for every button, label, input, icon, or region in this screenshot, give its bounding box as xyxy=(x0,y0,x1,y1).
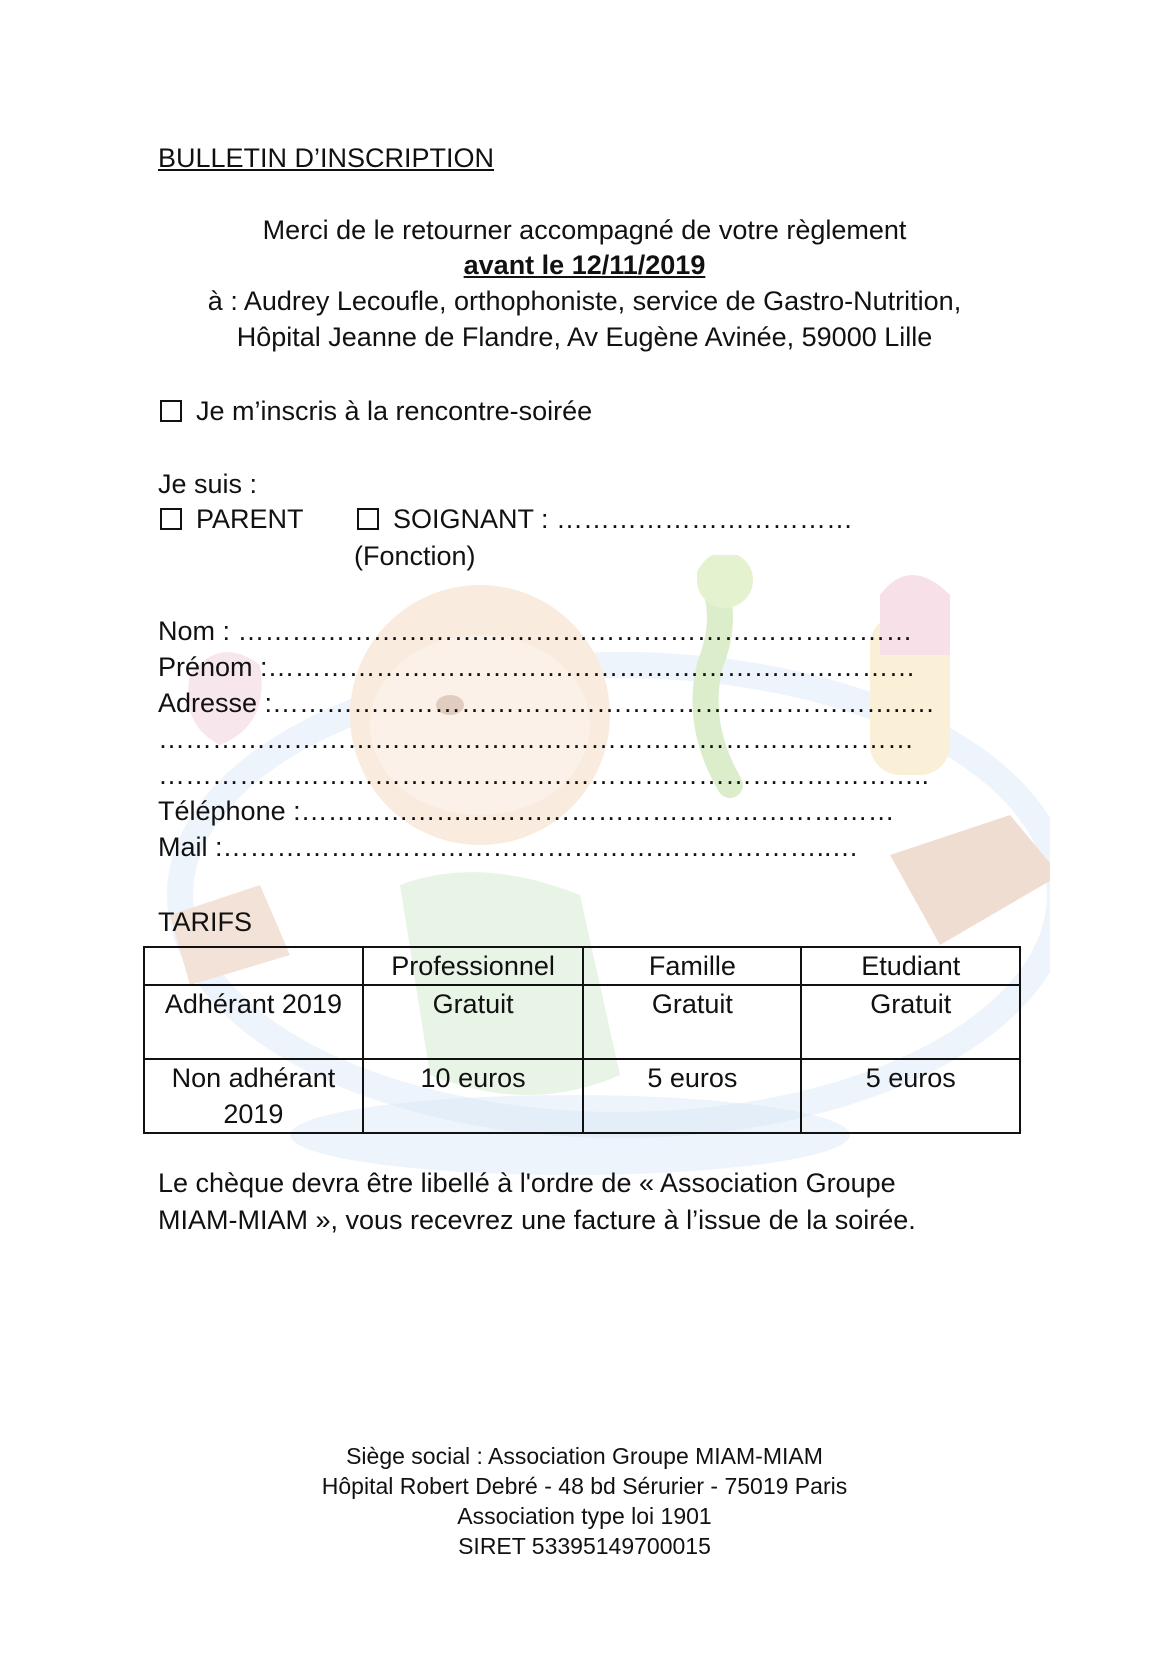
footer-line: Association type loi 1901 xyxy=(457,1503,712,1529)
tarifs-heading: TARIFS xyxy=(158,907,252,937)
table-cell: Non adhérant 2019 xyxy=(144,1059,363,1133)
table-cell: 10 euros xyxy=(363,1059,584,1133)
table-header-row xyxy=(144,947,1020,985)
payment-note-line-1: Le chèque devra être libellé à l'ordre de « Association Groupe xyxy=(158,1168,896,1198)
table-cell: Gratuit xyxy=(583,985,801,1059)
intro-line-4: Hôpital Jeanne de Flandre, Av Eugène Avinée, 59000 Lille xyxy=(236,322,933,352)
je-suis-label: Je suis : xyxy=(158,469,258,499)
table-header-cell xyxy=(144,947,363,985)
intro-line-3: à : Audrey Lecoufle, orthophoniste, service de Gastro-Nutrition, xyxy=(207,286,962,316)
nom-field[interactable]: Nom : ………………………………………………………………… xyxy=(158,616,913,646)
adresse-line-3[interactable]: ………………………………………………………………………….. xyxy=(158,760,930,790)
footer-line: Hôpital Robert Debré - 48 bd Sérurier - 75019 Paris xyxy=(321,1473,848,1499)
table-row xyxy=(144,985,1020,1059)
parent-checkbox[interactable] xyxy=(160,508,182,530)
telephone-field[interactable]: Téléphone :………………………………………………………… xyxy=(158,796,895,826)
table-header-cell: Etudiant xyxy=(801,947,1020,985)
deadline-text: avant le 12/11/2019 xyxy=(463,250,706,280)
adresse-line-2[interactable]: ………………………………………………………………………… xyxy=(158,724,914,754)
soignant-checkbox-row[interactable] xyxy=(357,501,853,537)
fonction-note: (Fonction) xyxy=(354,541,476,571)
intro-line-1: Merci de le retourner accompagné de votre règlement xyxy=(262,215,907,245)
parent-checkbox-row[interactable] xyxy=(160,501,304,537)
table-cell: 5 euros xyxy=(801,1059,1020,1133)
table-header-cell: Famille xyxy=(583,947,801,985)
mail-field[interactable]: Mail :…………………………………………………………..… xyxy=(158,832,859,862)
soignant-label: SOIGNANT : …………………………… xyxy=(393,504,854,534)
footer-line: Siège social : Association Groupe MIAM-MIAM xyxy=(346,1443,823,1469)
table-row xyxy=(144,1059,1020,1133)
parent-label: PARENT xyxy=(196,504,304,534)
registration-checkbox-label: Je m’inscris à la rencontre-soirée xyxy=(196,396,593,426)
table-cell: 5 euros xyxy=(583,1059,801,1133)
footer-line: SIRET 53395149700015 xyxy=(458,1533,711,1559)
table-header-cell: Professionnel xyxy=(363,947,584,985)
intro-deadline xyxy=(0,247,1169,283)
table-cell: Adhérant 2019 xyxy=(144,985,363,1059)
tarifs-table xyxy=(143,946,1021,1134)
payment-note-line-2: MIAM-MIAM », vous recevrez une facture à l’issue de la soirée. xyxy=(158,1205,916,1235)
table-cell: Gratuit xyxy=(801,985,1020,1059)
registration-checkbox-row[interactable] xyxy=(160,393,592,429)
form-title: BULLETIN D’INSCRIPTION xyxy=(158,143,495,173)
registration-checkbox[interactable] xyxy=(160,400,182,422)
soignant-checkbox[interactable] xyxy=(357,508,379,530)
prenom-field[interactable]: Prénom :……………………………………………………………… xyxy=(158,652,916,682)
table-cell: Gratuit xyxy=(363,985,584,1059)
adresse-field[interactable]: Adresse :……………………………………………………………..… xyxy=(158,688,936,718)
